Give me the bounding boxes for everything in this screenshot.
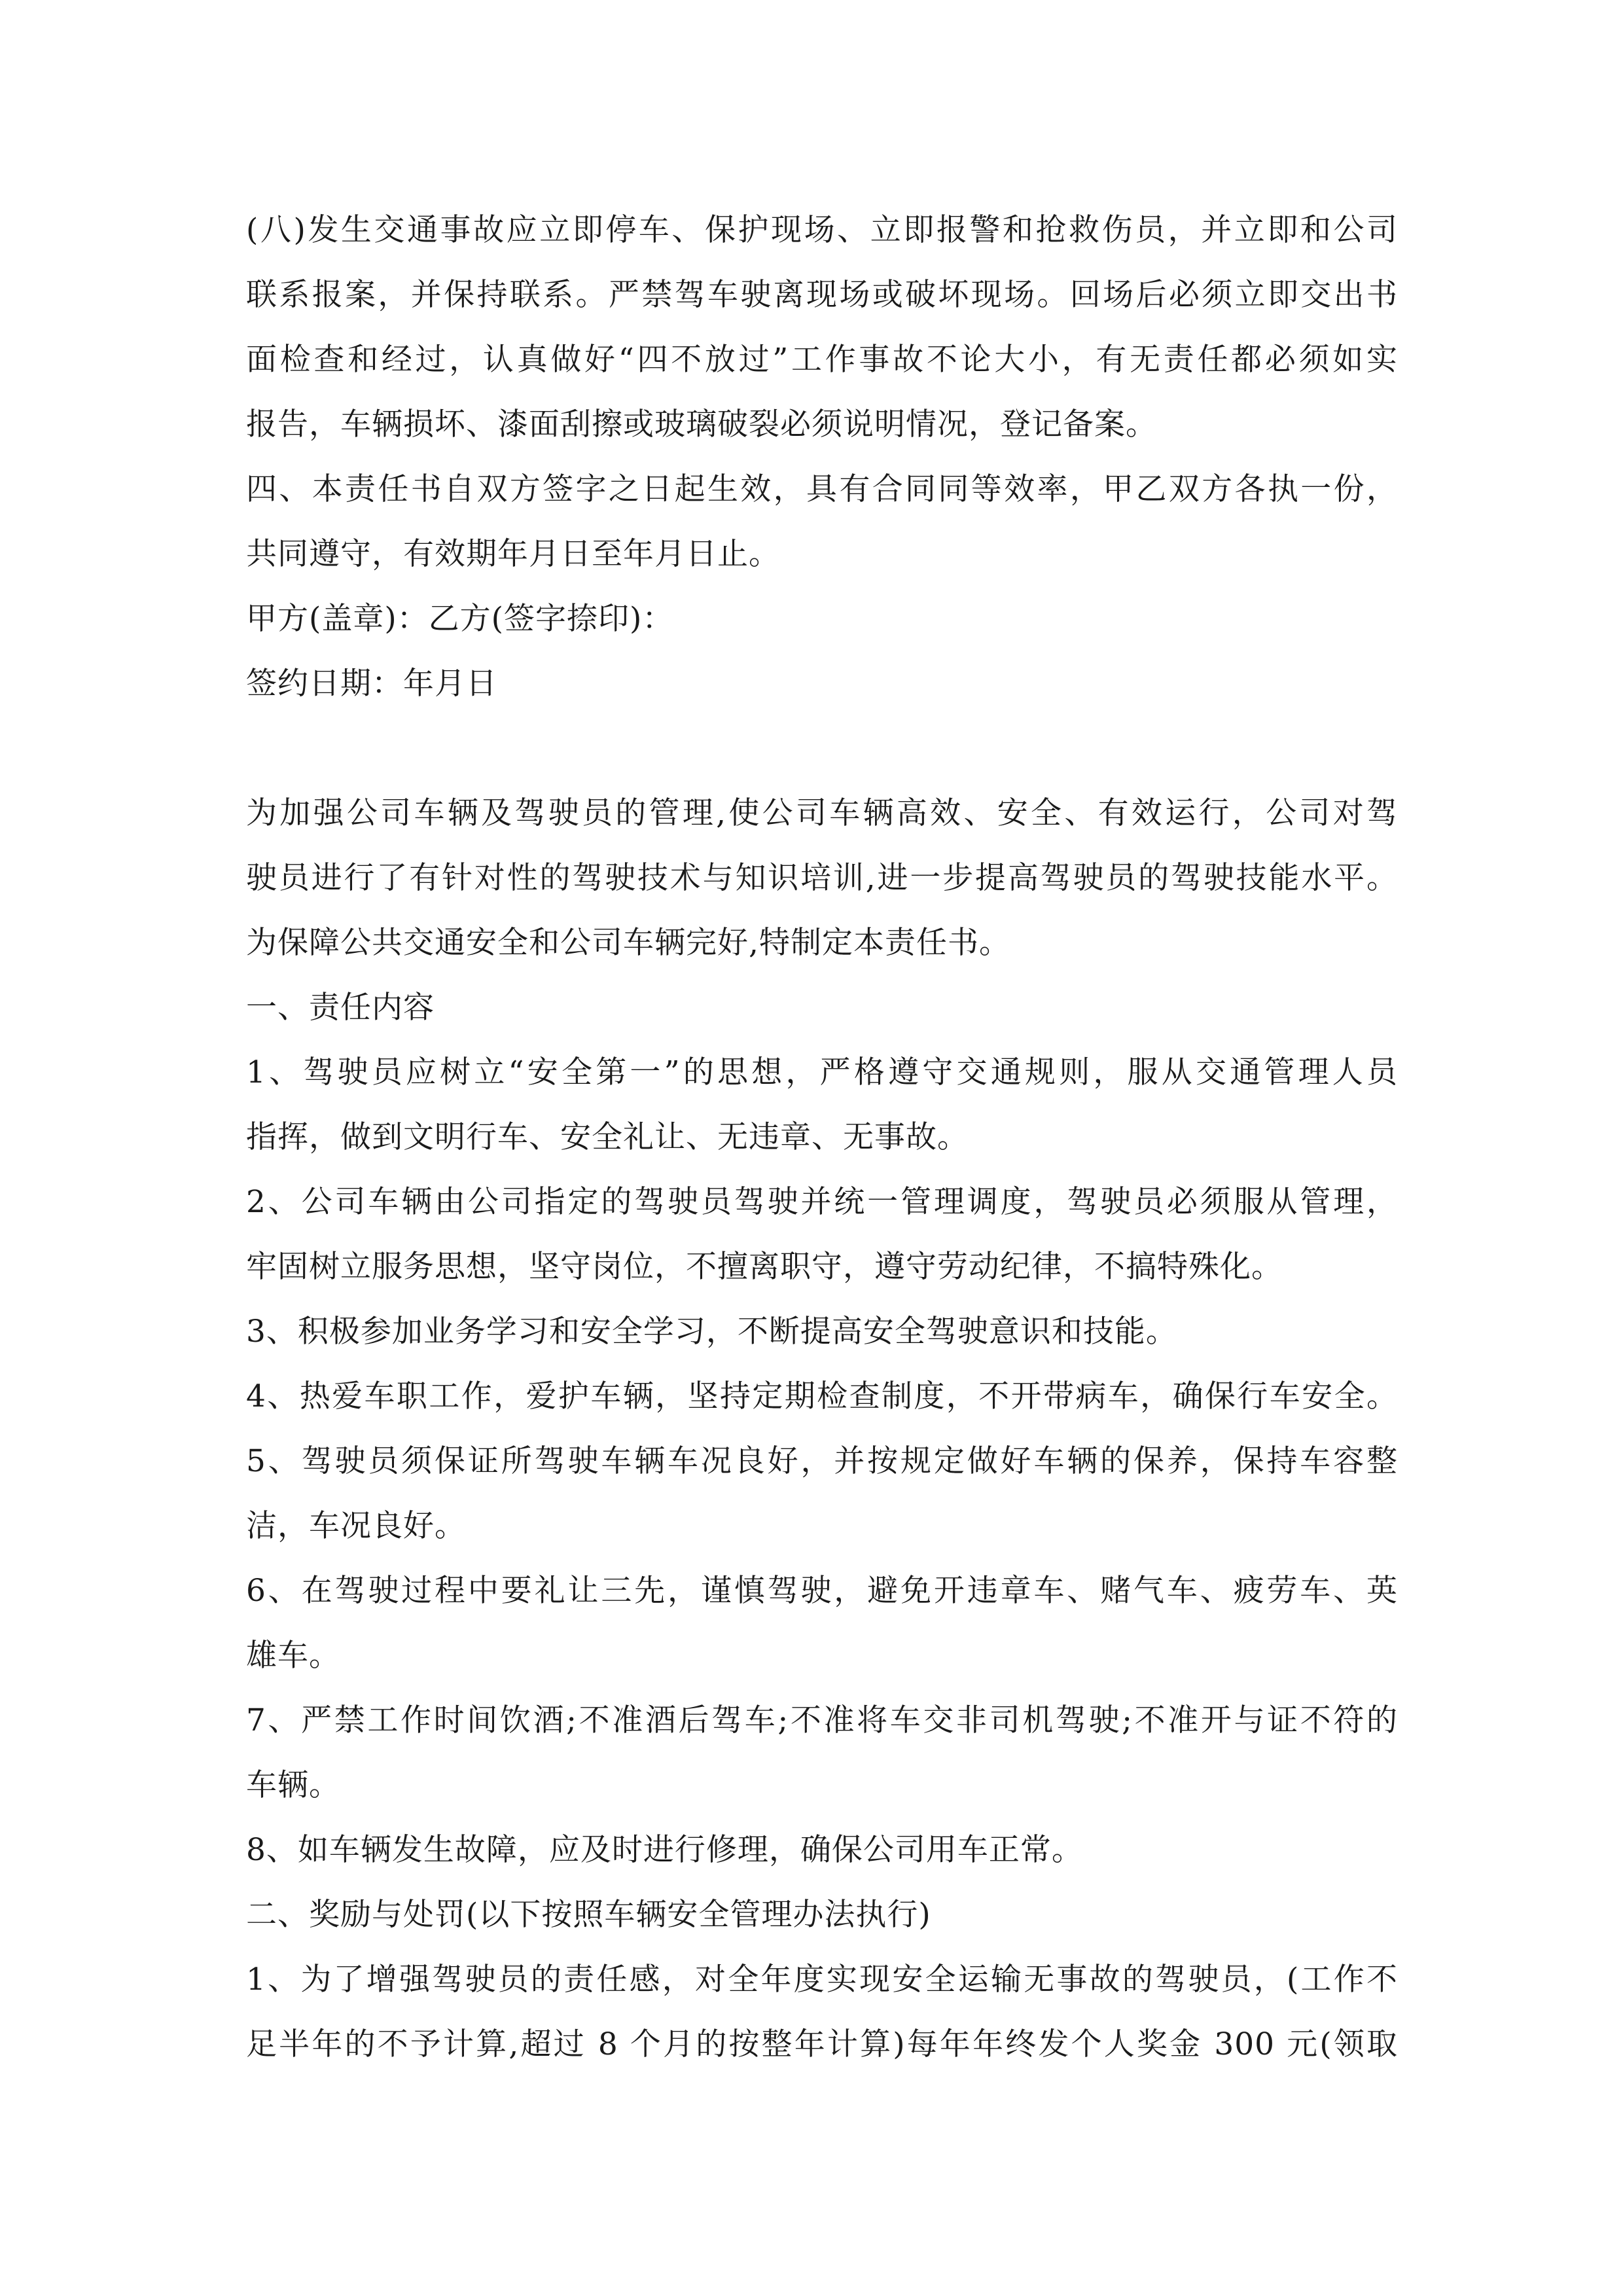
paragraph-line: 1、为了增强驾驶员的责任感，对全年度实现安全运输无事故的驾驶员，(工作不 xyxy=(246,1962,1398,1998)
section-heading: 一、责任内容 xyxy=(246,990,435,1026)
paragraph-line: 6、在驾驶过程中要礼让三先，谨慎驾驶，避免开违章车、赌气车、疲劳车、英 xyxy=(246,1573,1398,1609)
date-line: 签约日期：年月日 xyxy=(246,666,497,702)
paragraph-line: 车辆。 xyxy=(246,1767,340,1803)
paragraph-line: 四、本责任书自双方签字之日起生效，具有合同同等效率，甲乙双方各执一份， xyxy=(246,471,1398,507)
paragraph-line: 1、驾驶员应树立“安全第一”的思想，严格遵守交通规则，服从交通管理人员 xyxy=(246,1054,1398,1090)
document-body xyxy=(246,198,1398,2077)
paragraph-line: 7、严禁工作时间饮酒;不准酒后驾车;不准将车交非司机驾驶;不准开与证不符的 xyxy=(246,1702,1398,1738)
paragraph-line: 洁，车况良好。 xyxy=(246,1508,466,1544)
paragraph-line: 驶员进行了有针对性的驾驶技术与知识培训,进一步提高驾驶员的驾驶技能水平。 xyxy=(246,860,1398,896)
section-gap xyxy=(246,716,1398,781)
paragraph-line: 为加强公司车辆及驾驶员的管理,使公司车辆高效、安全、有效运行，公司对驾 xyxy=(246,795,1398,831)
paragraph-line: 指挥，做到文明行车、安全礼让、无违章、无事故。 xyxy=(246,1119,969,1155)
paragraph-line: 面检查和经过，认真做好“四不放过”工作事故不论大小，有无责任都必须如实 xyxy=(246,342,1398,378)
paragraph-line: 5、驾驶员须保证所驾驶车辆车况良好，并按规定做好车辆的保养，保持车容整 xyxy=(246,1443,1398,1479)
paragraph-line: 为保障公共交通安全和公司车辆完好,特制定本责任书。 xyxy=(246,925,1010,961)
paragraph-line: (八)发生交通事故应立即停车、保护现场、立即报警和抢救伤员，并立即和公司 xyxy=(246,212,1398,248)
paragraph-line: 牢固树立服务思想，坚守岗位，不擅离职守，遵守劳动纪律，不搞特殊化。 xyxy=(246,1249,1283,1285)
paragraph-line: 共同遵守，有效期年月日至年月日止。 xyxy=(246,536,780,572)
section-heading: 二、奖励与处罚(以下按照车辆安全管理办法执行) xyxy=(246,1897,931,1933)
paragraph-line: 报告，车辆损坏、漆面刮擦或玻璃破裂必须说明情况，登记备案。 xyxy=(246,406,1157,442)
paragraph-line: 联系报案，并保持联系。严禁驾车驶离现场或破坏现场。回场后必须立即交出书 xyxy=(246,277,1398,313)
paragraph-line: 4、热爱车职工作，爱护车辆，坚持定期检查制度，不开带病车，确保行车安全。 xyxy=(246,1378,1398,1414)
signature-line: 甲方(盖章)：乙方(签字捺印)： xyxy=(246,601,674,637)
paragraph-line: 2、公司车辆由公司指定的驾驶员驾驶并统一管理调度，驾驶员必须服从管理， xyxy=(246,1184,1398,1220)
paragraph-line: 雄车。 xyxy=(246,1638,340,1674)
paragraph-line: 足半年的不予计算,超过 8 个月的按整年计算)每年年终发个人奖金 300 元(领取 xyxy=(246,2026,1398,2062)
paragraph-line: 3、积极参加业务学习和安全学习，不断提高安全驾驶意识和技能。 xyxy=(246,1314,1177,1350)
paragraph-line: 8、如车辆发生故障，应及时进行修理，确保公司用车正常。 xyxy=(246,1832,1083,1868)
